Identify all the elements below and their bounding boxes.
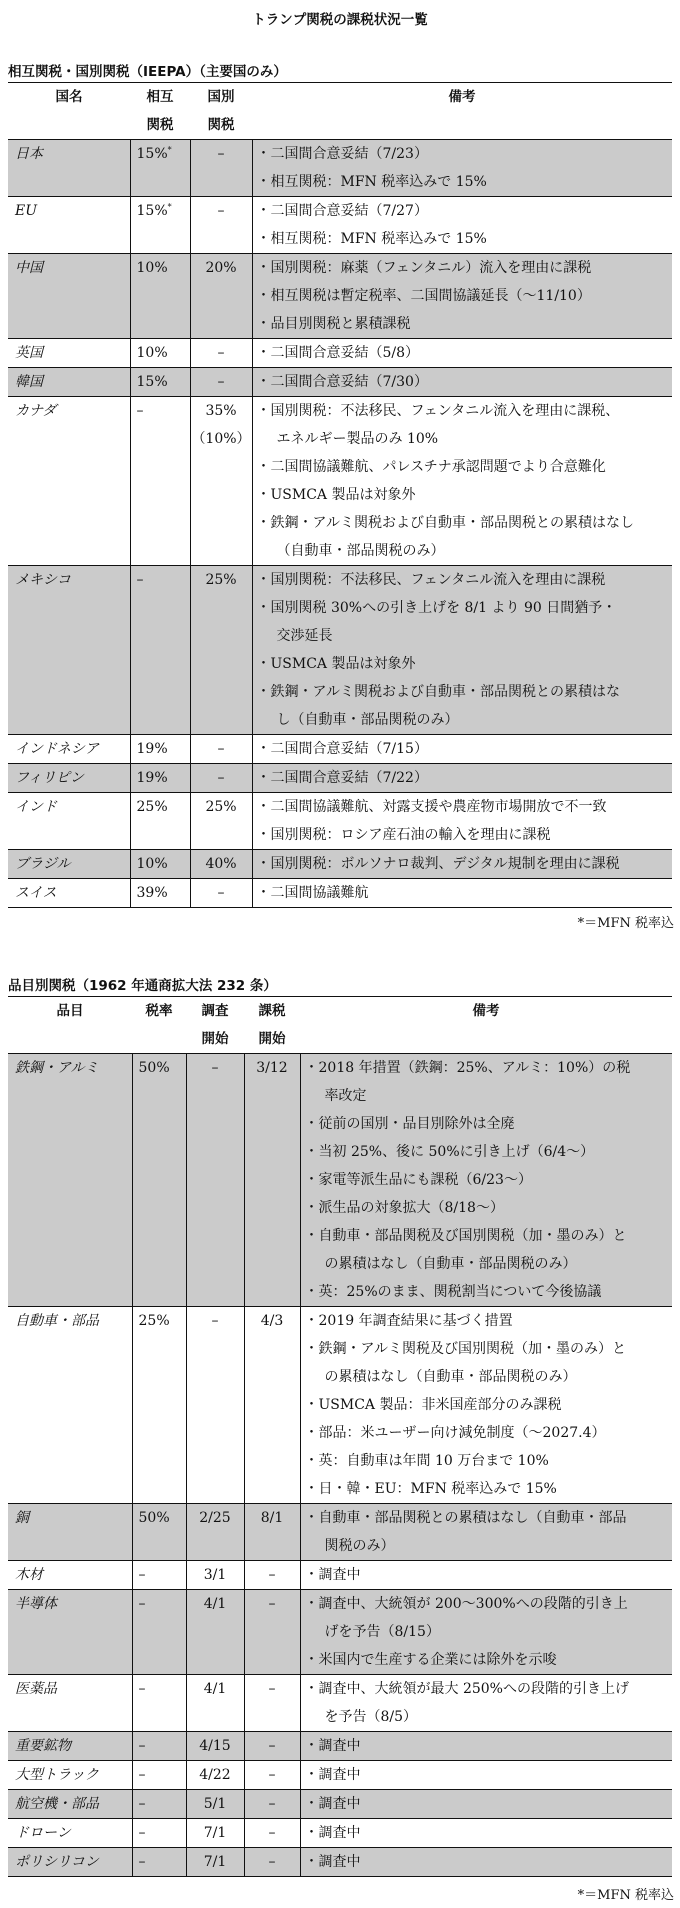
table-row xyxy=(8,1307,672,1504)
remark-line: ・米国内で生産する企業には除外を示唆 xyxy=(304,1652,557,1668)
remarks-cell xyxy=(300,1761,672,1790)
remark-line: ・二国間協議難航、パレスチナ承認問題でより合意難化 xyxy=(256,459,606,475)
country-cell: メキシコ xyxy=(8,566,130,735)
reciprocal-rate: 19% xyxy=(136,741,168,757)
item-cell: 木材 xyxy=(8,1561,132,1590)
item-cell: 自動車・部品 xyxy=(8,1307,132,1504)
reciprocal-rate: 10% xyxy=(136,260,168,276)
remark-line: ・調査中 xyxy=(304,1825,361,1841)
remark-line: ・国別関税：ボルソナロ裁判、デジタル規制を理由に課税 xyxy=(256,856,620,872)
investigation-start-cell: 5/1 xyxy=(186,1790,244,1819)
remark-line: ・二国間協議難航、対露支援や農産物市場開放で不一致 xyxy=(256,799,607,815)
remark-line: ・品目別関税と累積課税 xyxy=(256,316,411,332)
country-cell: 韓国 xyxy=(8,368,130,397)
taxation-start-cell: – xyxy=(244,1732,300,1761)
reciprocal-rate-cell xyxy=(130,764,190,793)
national-rate: – xyxy=(217,345,225,361)
taxation-start-cell: – xyxy=(244,1675,300,1732)
remarks-cell xyxy=(300,1790,672,1819)
remark-line: ・日・韓・EU：MFN 税率込みで 15% xyxy=(304,1481,557,1497)
section232-table xyxy=(8,996,672,1877)
table-row xyxy=(8,879,672,908)
remark-line: ・鉄鋼・アルミ関税及び国別関税（加・墨のみ）と xyxy=(304,1341,626,1357)
remarks-cell xyxy=(300,1590,672,1675)
table-row xyxy=(8,368,672,397)
header-reciprocal-line2: 関税 xyxy=(130,111,190,140)
remark-line: ・二国間合意妥結（7/22） xyxy=(256,770,428,786)
investigation-start-cell: – xyxy=(186,1307,244,1504)
header-country: 国名 xyxy=(8,83,130,112)
header-investigation-line2: 開始 xyxy=(186,1025,244,1054)
remark-line: し（自動車・部品関税のみ） xyxy=(276,712,459,728)
reciprocal-rate-cell xyxy=(130,197,190,254)
national-rate-cell xyxy=(190,368,252,397)
remarks-cell xyxy=(300,1504,672,1561)
taxation-start-cell: – xyxy=(244,1590,300,1675)
rate-cell: – xyxy=(132,1561,186,1590)
taxation-start-cell: 8/1 xyxy=(244,1504,300,1561)
national-rate: – xyxy=(217,203,225,219)
national-rate-cell xyxy=(190,339,252,368)
country-cell: EU xyxy=(8,197,130,254)
taxation-start-cell: 3/12 xyxy=(244,1054,300,1307)
remarks-cell xyxy=(300,1732,672,1761)
remark-line: ・国別関税：ロシア産石油の輸入を理由に課税 xyxy=(256,827,551,843)
reciprocal-rate: 15% xyxy=(136,374,168,390)
remarks-cell xyxy=(252,566,672,735)
remarks-cell xyxy=(252,735,672,764)
investigation-start-cell: 4/15 xyxy=(186,1732,244,1761)
table-row xyxy=(8,197,672,254)
rate-cell: – xyxy=(132,1761,186,1790)
remark-line: ・2018 年措置（鉄鋼：25%、アルミ：10%）の税 xyxy=(304,1060,631,1076)
reciprocal-rate: 39% xyxy=(136,885,168,901)
header-taxation-line2: 開始 xyxy=(244,1025,300,1054)
national-rate: – xyxy=(217,885,225,901)
country-cell: 英国 xyxy=(8,339,130,368)
table-row xyxy=(8,1819,672,1848)
national-rate-cell xyxy=(190,397,252,566)
remark-line: ・二国間合意妥結（7/15） xyxy=(256,741,428,757)
rate-cell: – xyxy=(132,1790,186,1819)
remark-line: ・調査中、大統領が 200〜300%への段階的引き上 xyxy=(304,1596,628,1612)
national-rate: 25% xyxy=(205,799,237,815)
item-cell: 大型トラック xyxy=(8,1761,132,1790)
national-rate: – xyxy=(217,374,225,390)
remark-line: ・相互関税は暫定税率、二国間協議延長（〜11/10） xyxy=(256,288,591,304)
country-cell: ブラジル xyxy=(8,850,130,879)
reciprocal-rate-cell xyxy=(130,140,190,197)
reciprocal-rate: – xyxy=(136,572,144,588)
national-rate-cell xyxy=(190,566,252,735)
national-rate: – xyxy=(217,146,225,162)
investigation-start-cell: 4/1 xyxy=(186,1675,244,1732)
remarks-cell xyxy=(252,339,672,368)
remark-line: を予告（8/5） xyxy=(324,1709,418,1725)
reciprocal-rate: 19% xyxy=(136,770,168,786)
taxation-start-cell: – xyxy=(244,1561,300,1590)
remark-line: ・国別関税：麻薬（フェンタニル）流入を理由に課税 xyxy=(256,260,592,276)
remark-line: ・英：25%のまま、関税割当について今後協議 xyxy=(304,1284,602,1300)
remarks-cell xyxy=(300,1819,672,1848)
country-cell: フィリピン xyxy=(8,764,130,793)
national-rate-cell xyxy=(190,879,252,908)
table-row xyxy=(8,566,672,735)
investigation-start-cell: – xyxy=(186,1054,244,1307)
header-investigation-line1: 調査 xyxy=(186,997,244,1026)
remark-line: ・調査中、大統領が最大 250%への段階的引き上げ xyxy=(304,1681,629,1697)
table-row xyxy=(8,1504,672,1561)
remark-line: 交渉延長 xyxy=(276,628,333,644)
section232-table-body xyxy=(8,1054,672,1877)
taxation-start-cell: – xyxy=(244,1790,300,1819)
table-row xyxy=(8,1054,672,1307)
reciprocal-rate-cell xyxy=(130,397,190,566)
remark-line: ・国別関税：不法移民、フェンタニル流入を理由に課税 xyxy=(256,572,606,588)
remark-line: ・USMCA 製品は対象外 xyxy=(256,656,416,672)
remark-line: ・相互関税：MFN 税率込みで 15% xyxy=(256,174,487,190)
remark-line: 関税のみ） xyxy=(324,1538,395,1554)
table-row xyxy=(8,339,672,368)
reciprocal-rate: – xyxy=(136,403,144,419)
taxation-start-cell: – xyxy=(244,1761,300,1790)
remark-line: ・自動車・部品関税及び国別関税（加・墨のみ）と xyxy=(304,1228,627,1244)
mfn-mark: * xyxy=(167,202,172,212)
remark-line: ・二国間合意妥結（7/23） xyxy=(256,146,428,162)
reciprocal-rate-cell xyxy=(130,566,190,735)
page-title: トランプ関税の課税状況一覧 xyxy=(252,12,428,28)
national-rate: 25% xyxy=(205,572,237,588)
header-remarks: 備考 xyxy=(300,997,672,1026)
item-cell: ポリシリコン xyxy=(8,1848,132,1877)
national-rate-cell xyxy=(190,254,252,339)
remark-line: ・英：自動車は年間 10 万台まで 10% xyxy=(304,1453,549,1469)
national-rate: – xyxy=(217,770,225,786)
rate-cell: 50% xyxy=(132,1504,186,1561)
investigation-start-cell: 3/1 xyxy=(186,1561,244,1590)
country-cell: インドネシア xyxy=(8,735,130,764)
investigation-start-cell: 4/1 xyxy=(186,1590,244,1675)
remark-line: ・鉄鋼・アルミ関税および自動車・部品関税との累積はな xyxy=(256,684,620,700)
table-row xyxy=(8,1848,672,1877)
country-cell: 中国 xyxy=(8,254,130,339)
remark-line: （自動車・部品関税のみ） xyxy=(276,543,445,559)
reciprocal-rate-cell xyxy=(130,850,190,879)
national-rate-cell xyxy=(190,764,252,793)
remark-line: ・調査中 xyxy=(304,1796,361,1812)
remark-line: ・調査中 xyxy=(304,1567,361,1583)
remark-line: げを予告（8/15） xyxy=(324,1624,440,1640)
rate-cell: – xyxy=(132,1819,186,1848)
remark-line: ・USMCA 製品は対象外 xyxy=(256,487,416,503)
rate-cell: 25% xyxy=(132,1307,186,1504)
remark-line: エネルギー製品のみ 10% xyxy=(276,431,439,447)
remark-line: の累積はなし（自動車・部品関税のみ） xyxy=(324,1256,577,1272)
remark-line: ・当初 25%、後に 50%に引き上げ（6/4〜） xyxy=(304,1144,595,1160)
investigation-start-cell: 7/1 xyxy=(186,1848,244,1877)
national-rate-cell xyxy=(190,793,252,850)
investigation-start-cell: 7/1 xyxy=(186,1819,244,1848)
item-cell: 重要鉱物 xyxy=(8,1732,132,1761)
remark-line: ・鉄鋼・アルミ関税および自動車・部品関税との累積はなし xyxy=(256,515,634,531)
section-heading-ieepa: 相互関税・国別関税（IEEPA）（主要国のみ） xyxy=(8,64,287,80)
remark-line: ・国別関税：不法移民、フェンタニル流入を理由に課税、 xyxy=(256,403,620,419)
reciprocal-rate-cell xyxy=(130,879,190,908)
reciprocal-rate: 15% xyxy=(136,203,168,219)
national-rate-cell xyxy=(190,735,252,764)
remark-line: 率改定 xyxy=(324,1088,367,1104)
taxation-start-cell: 4/3 xyxy=(244,1307,300,1504)
reciprocal-rate: 10% xyxy=(136,856,168,872)
reciprocal-rate: 10% xyxy=(136,345,168,361)
country-cell: スイス xyxy=(8,879,130,908)
reciprocal-rate: 15% xyxy=(136,146,168,162)
footnote-ieepa: *＝MFN 税率込 xyxy=(577,916,674,931)
mfn-mark: * xyxy=(167,145,172,155)
national-rate-cell xyxy=(190,140,252,197)
investigation-start-cell: 2/25 xyxy=(186,1504,244,1561)
header-item: 品目 xyxy=(8,997,132,1026)
remarks-cell xyxy=(252,793,672,850)
remarks-cell xyxy=(252,197,672,254)
header-national-line1: 国別 xyxy=(190,83,252,112)
table-row xyxy=(8,140,672,197)
item-cell: 鉄鋼・アルミ xyxy=(8,1054,132,1307)
header-national-line2: 関税 xyxy=(190,111,252,140)
remarks-cell xyxy=(252,140,672,197)
national-rate-sub: （10%） xyxy=(191,431,251,447)
remark-line: ・2019 年調査結果に基づく措置 xyxy=(304,1313,513,1329)
item-cell: 銅 xyxy=(8,1504,132,1561)
remarks-cell xyxy=(252,368,672,397)
national-rate-cell xyxy=(190,850,252,879)
country-cell: 日本 xyxy=(8,140,130,197)
national-rate: 40% xyxy=(205,856,237,872)
remark-line: ・二国間合意妥結（7/27） xyxy=(256,203,428,219)
table-row xyxy=(8,764,672,793)
item-cell: 半導体 xyxy=(8,1590,132,1675)
remarks-cell xyxy=(300,1561,672,1590)
remark-line: ・相互関税：MFN 税率込みで 15% xyxy=(256,231,487,247)
table-row xyxy=(8,793,672,850)
item-cell: ドローン xyxy=(8,1819,132,1848)
investigation-start-cell: 4/22 xyxy=(186,1761,244,1790)
remark-line: の累積はなし（自動車・部品関税のみ） xyxy=(324,1369,577,1385)
remark-line: ・USMCA 製品：非米国産部分のみ課税 xyxy=(304,1397,562,1413)
remark-line: ・派生品の対象拡大（8/18〜） xyxy=(304,1200,504,1216)
remark-line: ・従前の国別・品目別除外は全廃 xyxy=(304,1116,515,1132)
reciprocal-rate: 25% xyxy=(136,799,168,815)
remarks-cell xyxy=(252,879,672,908)
remark-line: ・国別関税 30%への引き上げを 8/1 より 90 日間猶予・ xyxy=(256,600,617,616)
remark-line: ・二国間合意妥結（5/8） xyxy=(256,345,420,361)
rate-cell: – xyxy=(132,1732,186,1761)
taxation-start-cell: – xyxy=(244,1819,300,1848)
remarks-cell xyxy=(252,850,672,879)
header-reciprocal-line1: 相互 xyxy=(130,83,190,112)
remark-line: ・二国間協議難航 xyxy=(256,885,369,901)
national-rate: 35% xyxy=(205,403,237,419)
national-rate-cell xyxy=(190,197,252,254)
ieepa-table xyxy=(8,82,672,908)
reciprocal-rate-cell xyxy=(130,793,190,850)
header-taxation-line1: 課税 xyxy=(244,997,300,1026)
remark-line: ・調査中 xyxy=(304,1767,361,1783)
remark-line: ・二国間合意妥結（7/30） xyxy=(256,374,428,390)
remark-line: ・調査中 xyxy=(304,1854,361,1870)
table-row xyxy=(8,1675,672,1732)
header-rate: 税率 xyxy=(132,997,186,1026)
table-row xyxy=(8,1790,672,1819)
reciprocal-rate-cell xyxy=(130,339,190,368)
country-cell: カナダ xyxy=(8,397,130,566)
reciprocal-rate-cell xyxy=(130,368,190,397)
footnote-232: *＝MFN 税率込 xyxy=(577,1888,674,1903)
reciprocal-rate-cell xyxy=(130,254,190,339)
table-row xyxy=(8,850,672,879)
remarks-cell xyxy=(252,764,672,793)
rate-cell: – xyxy=(132,1590,186,1675)
rate-cell: – xyxy=(132,1848,186,1877)
item-cell: 医薬品 xyxy=(8,1675,132,1732)
remark-line: ・調査中 xyxy=(304,1738,361,1754)
table-row xyxy=(8,1561,672,1590)
table-row xyxy=(8,1761,672,1790)
country-cell: インド xyxy=(8,793,130,850)
taxation-start-cell: – xyxy=(244,1848,300,1877)
remarks-cell xyxy=(252,397,672,566)
item-cell: 航空機・部品 xyxy=(8,1790,132,1819)
remark-line: ・部品：米ユーザー向け減免制度（〜2027.4） xyxy=(304,1425,606,1441)
national-rate: – xyxy=(217,741,225,757)
table-row xyxy=(8,397,672,566)
header-remarks: 備考 xyxy=(252,83,672,112)
remarks-cell xyxy=(300,1054,672,1307)
table-row xyxy=(8,1732,672,1761)
reciprocal-rate-cell xyxy=(130,735,190,764)
remarks-cell xyxy=(252,254,672,339)
remark-line: ・家電等派生品にも課税（6/23〜） xyxy=(304,1172,532,1188)
remarks-cell xyxy=(300,1848,672,1877)
national-rate: 20% xyxy=(205,260,237,276)
remark-line: ・自動車・部品関税との累積はなし（自動車・部品 xyxy=(304,1510,627,1526)
section-heading-232: 品目別関税（1962 年通商拡大法 232 条） xyxy=(8,978,277,994)
rate-cell: – xyxy=(132,1675,186,1732)
remarks-cell xyxy=(300,1675,672,1732)
ieepa-table-body xyxy=(8,140,672,908)
table-row xyxy=(8,254,672,339)
rate-cell: 50% xyxy=(132,1054,186,1307)
remarks-cell xyxy=(300,1307,672,1504)
table-row xyxy=(8,735,672,764)
table-row xyxy=(8,1590,672,1675)
